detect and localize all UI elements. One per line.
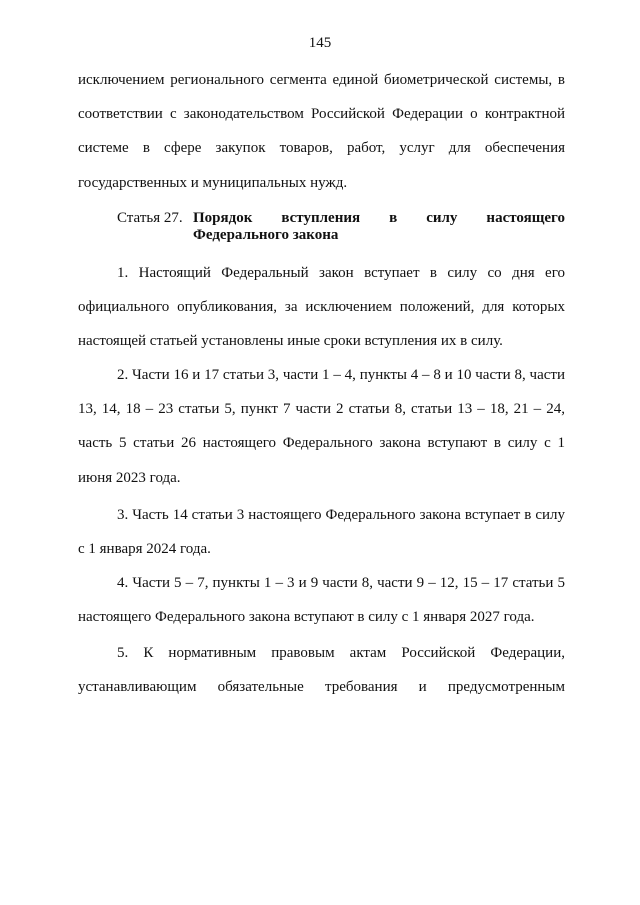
paragraph-2: 2. Части 16 и 17 статьи 3, части 1 – 4, пункты 4 – 8 и 10 части 8, части 13, 14, 18 – 23 статьи 5, пункт 7 части 2 статьи 8, статьи 13 – 18, 21 – 24, часть 5 статьи 26 настоящего Федерального закона вступают в силу с 1 июня 2023 года.	[78, 367, 565, 486]
paragraph-3: 3. Часть 14 статьи 3 настоящего Федерального закона вступает в силу с 1 января 2024 года.	[78, 507, 565, 558]
paragraph-1-block	[78, 256, 565, 359]
paragraph-4: 4. Части 5 – 7, пункты 1 – 3 и 9 части 8, части 9 – 12, 15 – 17 статьи 5 настоящего Федерального закона вступают в силу с 1 января 2027 года.	[78, 575, 565, 626]
intro-paragraph-block	[78, 63, 565, 200]
paragraph-3-block	[78, 498, 565, 566]
paragraph-1: 1. Настоящий Федеральный закон вступает в силу со дня его официального опубликования, за исключением положений, для которых настоящей статьей установлены иные сроки вступления их в силу.	[78, 265, 565, 350]
article-label: Статья 27.	[117, 210, 183, 226]
paragraph-5-block	[78, 636, 565, 704]
paragraph-4-block	[78, 566, 565, 634]
page-number: 145	[308, 35, 332, 51]
article-title-line-2: Федерального закона	[193, 227, 339, 243]
paragraph-5: 5. К нормативным правовым актам Российской Федерации, устанавливающим обязательные требования и предусмотренным	[78, 645, 565, 696]
paragraph-2-block	[78, 358, 565, 495]
article-title	[193, 210, 565, 244]
article-title-line-1: Порядок вступления в силу настоящего	[193, 210, 565, 226]
article-heading	[117, 210, 565, 244]
intro-paragraph: исключением регионального сегмента единой биометрической системы, в соответствии с законодательством Российской Федерации о контрактной системе в сфере закупок товаров, работ, услуг для обеспечения государственных и муниципальных нужд.	[78, 72, 565, 191]
